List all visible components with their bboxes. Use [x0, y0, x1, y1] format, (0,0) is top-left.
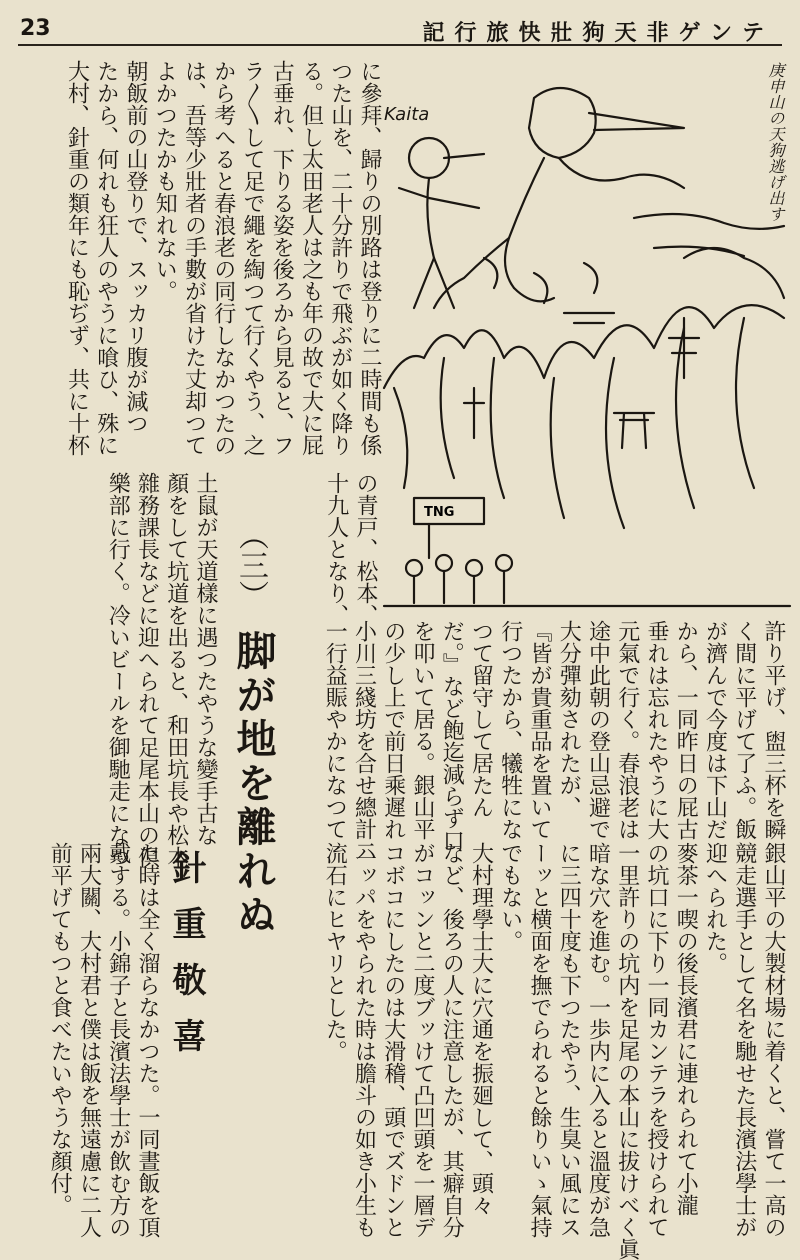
text-column: 兩大關、大村君と僕は飯を無遠慮に二人: [76, 842, 102, 1238]
text-column: が濟んで今度は下山だ: [702, 620, 728, 840]
text-column: 『皆が貴重品を置いて: [527, 620, 552, 840]
illustration-caption: 庚申山の天狗逃げ出す: [766, 62, 785, 222]
text-column: 流石にヒヤリとした。: [322, 842, 348, 1062]
text-column: 樂部に行く。冷いビールを御馳走になつ: [105, 472, 131, 868]
illustration-sign-label: TNG: [424, 505, 455, 520]
text-column: を叩いて居る。銀山平: [410, 620, 435, 840]
text-block-top-left: [12, 60, 384, 458]
text-column: く間に平げて了ふ。飯: [731, 620, 757, 840]
text-column: だ。』など飽迄減らず口: [439, 620, 465, 851]
text-column: ラ〳〵して足で繩を綯つて行くやう、之: [240, 60, 265, 456]
text-column: の青戸、松本、: [353, 472, 378, 626]
text-column: 朝飯前の山登りで、スッカリ腹が減つ: [123, 60, 148, 434]
page-number: 23: [20, 16, 51, 41]
article-author: 針重敬喜: [166, 850, 206, 1074]
text-column: 一里許りの坑内を足尾の本山に拔けべく眞: [614, 842, 640, 1260]
text-column: 競走選手として名を馳せた長濱法學士が: [731, 842, 757, 1238]
article-title: 脚が地を離れぬ: [230, 630, 277, 938]
text-column: コボコにしたのは大滑稽、頭でズドンと: [380, 842, 406, 1238]
text-column: 十九人となり、: [323, 472, 349, 626]
text-column: 麥茶一喫の後長濱君に連れられて小瀧: [673, 842, 699, 1216]
text-column: 許り平げ、盥三杯を瞬: [761, 620, 786, 840]
text-column: 土鼠が天道樣に遇つたやうな變手古な: [193, 472, 218, 846]
text-column: 垂れは忘れたやうに大: [644, 620, 669, 840]
text-column: 大村理學士大に穴通を振廻して、頭々: [468, 842, 494, 1216]
text-column: 前平げてもつと食べたいやうな顏付。: [47, 842, 73, 1216]
text-column: 行つたから、犧牲にな: [497, 620, 523, 840]
text-column: など、後ろの人に注意したが、其癖自分: [439, 842, 465, 1238]
section-number: （三）: [233, 520, 268, 610]
text-block-mid-right: [322, 620, 788, 862]
text-column: 雜務課長などに迎へられて足尾本山の倶: [134, 472, 160, 868]
text-column: 大分彈劾されたが、: [556, 620, 582, 818]
text-column: から考へると春浪老の同行しなかつたの: [210, 60, 236, 456]
text-column: がコッンと二度ブッけて凸凹頭を一層デ: [410, 842, 435, 1238]
text-column: よかつたかも知れない。: [152, 60, 178, 302]
text-column: 顏をして坑道を出ると、和田坑長や松本: [163, 472, 189, 868]
text-column: ハッパをやられた時は膽斗の如き小生も: [351, 842, 377, 1238]
text-column: 一行益賑やかになつて: [322, 620, 348, 840]
text-column: 戴する。小錦子と長濱法學士が飲む方の: [105, 842, 131, 1238]
artist-signature: Kaita: [384, 104, 430, 125]
text-block-bottom-left: [12, 842, 162, 1238]
running-header: [18, 14, 782, 46]
text-column: の少し上で前日乘遲れ: [380, 620, 406, 840]
text-column: つて留守して居たん: [468, 620, 494, 818]
text-block-bottom-right: [298, 842, 788, 1260]
text-column: 古垂れ、下りる姿を後ろから見ると、フ: [269, 60, 295, 456]
text-column: 迎へられた。: [702, 842, 728, 974]
text-column: 元氣で行く。春浪老は: [614, 620, 640, 840]
text-column: る。但し太田老人は之も年の故で大に屁: [298, 60, 324, 456]
text-column: 途中此朝の登山忌避で: [585, 620, 611, 840]
text-column: から、一同昨日の屁古: [673, 620, 699, 840]
text-column: 暗な穴を進む。一歩内に入ると溫度が急: [585, 842, 611, 1238]
running-title: 記行旅快壯狗天非ゲンテ: [422, 20, 774, 46]
text-column: 銀山平の大製材場に着くと、嘗て一高の: [761, 842, 786, 1238]
text-column: に三四十度も下つたやう、生臭い風にス: [556, 842, 582, 1238]
text-block-mid-left: [12, 472, 220, 868]
text-column: ーッと横面を撫でられると餘りいゝ氣持: [527, 842, 552, 1238]
text-column: たから、何れも狂人のやうに喰ひ、殊に: [93, 60, 119, 456]
text-column: の坑口に下り一同カンテラを授けられて: [644, 842, 669, 1238]
text-column: 大村、針重の類年にも恥ぢず、共に十杯: [64, 60, 90, 456]
text-column: た時は全く溜らなかつた。一同晝飯を頂: [135, 842, 160, 1238]
text-column: は、吾等少壯者の手數が省けた丈却つて: [181, 60, 207, 456]
text-column: でもない。: [497, 842, 523, 952]
text-column: つた山を、二十分許りで飛ぶが如く降り: [327, 60, 353, 456]
text-column: 小川三綫坊を合せ總計二: [351, 620, 377, 862]
text-column: に參拜、歸りの別路は登りに二時間も係: [357, 60, 382, 456]
